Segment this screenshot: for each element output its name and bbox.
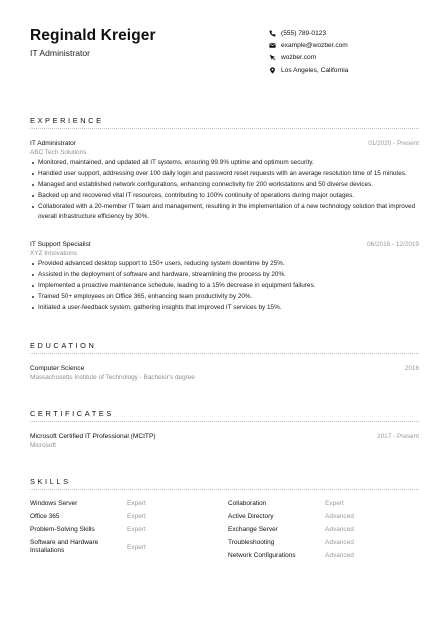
location-icon [268, 66, 276, 74]
job-title: IT Administrator [30, 140, 77, 147]
section-divider [30, 421, 419, 422]
contact-list [268, 27, 438, 76]
contact-phone-text: (555) 789-0123 [281, 29, 327, 37]
phone-icon [268, 29, 276, 37]
list-item: Backed up and recovered vital IT resources, contributing to 100% continuity of operations during major outages. [30, 191, 420, 200]
email-icon [268, 41, 276, 49]
skill-name: Exchange Server [228, 526, 278, 533]
contact-website [268, 52, 438, 64]
list-item: Managed and established network configurations, enhancing connectivity for 200 workstations and 50 diverse devices. [30, 180, 420, 189]
education-year: 2016 [404, 365, 419, 372]
education-school: Massachusetts Institute of Technology - Bachelor's degree [30, 374, 195, 381]
skill-level: Expert [325, 500, 344, 507]
job-company: XYZ Innovations [30, 250, 77, 257]
section-divider [30, 489, 419, 490]
link-icon [268, 54, 276, 62]
skill-level: Advanced [325, 513, 354, 520]
job-title: IT Support Specialist [30, 241, 91, 248]
section-divider [30, 353, 419, 354]
skill-name: Problem-Solving Skills [30, 526, 95, 533]
contact-location-text: Los Angeles, California [281, 66, 349, 74]
candidate-name: Reginald Kreiger [30, 27, 156, 44]
list-item: Provided advanced desktop support to 150+ users, reducing system downtime by 25%. [30, 259, 420, 268]
certificate-issuer: Microsoft [30, 442, 56, 449]
skill-name: Collaboration [228, 500, 267, 507]
skill-level: Expert [127, 500, 146, 507]
section-title-education: EDUCATION [30, 341, 97, 350]
skill-level: Advanced [325, 539, 354, 546]
section-title-skills: SKILLS [30, 477, 71, 486]
skill-name: Troubleshooting [228, 539, 275, 546]
certificate-dates: 2017 - Present [377, 433, 419, 440]
skill-name: Network Configurations [228, 552, 296, 559]
skill-level: Expert [127, 513, 146, 520]
section-title-certificates: CERTIFICATES [30, 409, 114, 418]
skill-name: Windows Server [30, 500, 78, 507]
list-item: Initiated a user-feedback system, gathering insights that improved IT services by 15%. [30, 303, 420, 312]
candidate-role: IT Administrator [30, 48, 91, 58]
contact-email [268, 39, 438, 51]
list-item: Assisted in the deployment of software and hardware, streamlining the process by 20%. [30, 270, 420, 279]
job-bullets [30, 158, 420, 223]
list-item: Trained 50+ employees on Office 365, enhancing team productivity by 20%. [30, 292, 420, 301]
contact-location [268, 64, 438, 76]
job-bullets [30, 259, 420, 314]
certificate-name: Microsoft Certified IT Professional (MCITP) [30, 433, 156, 440]
section-title-experience: EXPERIENCE [30, 116, 104, 125]
list-item: Handled user support, addressing over 100 daily login and password reset requests with an average resolution time of 15 minutes. [30, 169, 420, 178]
contact-website-text[interactable]: wozber.com [281, 54, 317, 62]
skill-level: Advanced [325, 526, 354, 533]
list-item: Monitored, maintained, and updated all IT systems, ensuring 99.9% uptime and optimum security. [30, 158, 420, 167]
skill-name: Software and Hardware Installations [30, 539, 99, 555]
contact-phone [268, 27, 438, 39]
job-company: ABC Tech Solutions [30, 149, 87, 156]
education-degree: Computer Science [30, 365, 85, 372]
skill-level: Advanced [325, 552, 354, 559]
job-dates: 01/2020 - Present [368, 140, 419, 147]
contact-email-text[interactable]: example@wozber.com [281, 41, 348, 49]
list-item: Collaborated with a 20-member IT team and management, resulting in the implementation of a new technology solution that improved overall infrastructure efficiency by 30%. [30, 202, 420, 221]
job-dates: 06/2016 - 12/2019 [367, 241, 419, 248]
skill-level: Expert [127, 544, 146, 551]
skill-name: Active Directory [228, 513, 274, 520]
section-divider [30, 128, 419, 129]
list-item: Implemented a proactive maintenance schedule, leading to a 15% decrease in equipment failures. [30, 281, 420, 290]
skill-name: Office 365 [30, 513, 60, 520]
skill-level: Expert [127, 526, 146, 533]
